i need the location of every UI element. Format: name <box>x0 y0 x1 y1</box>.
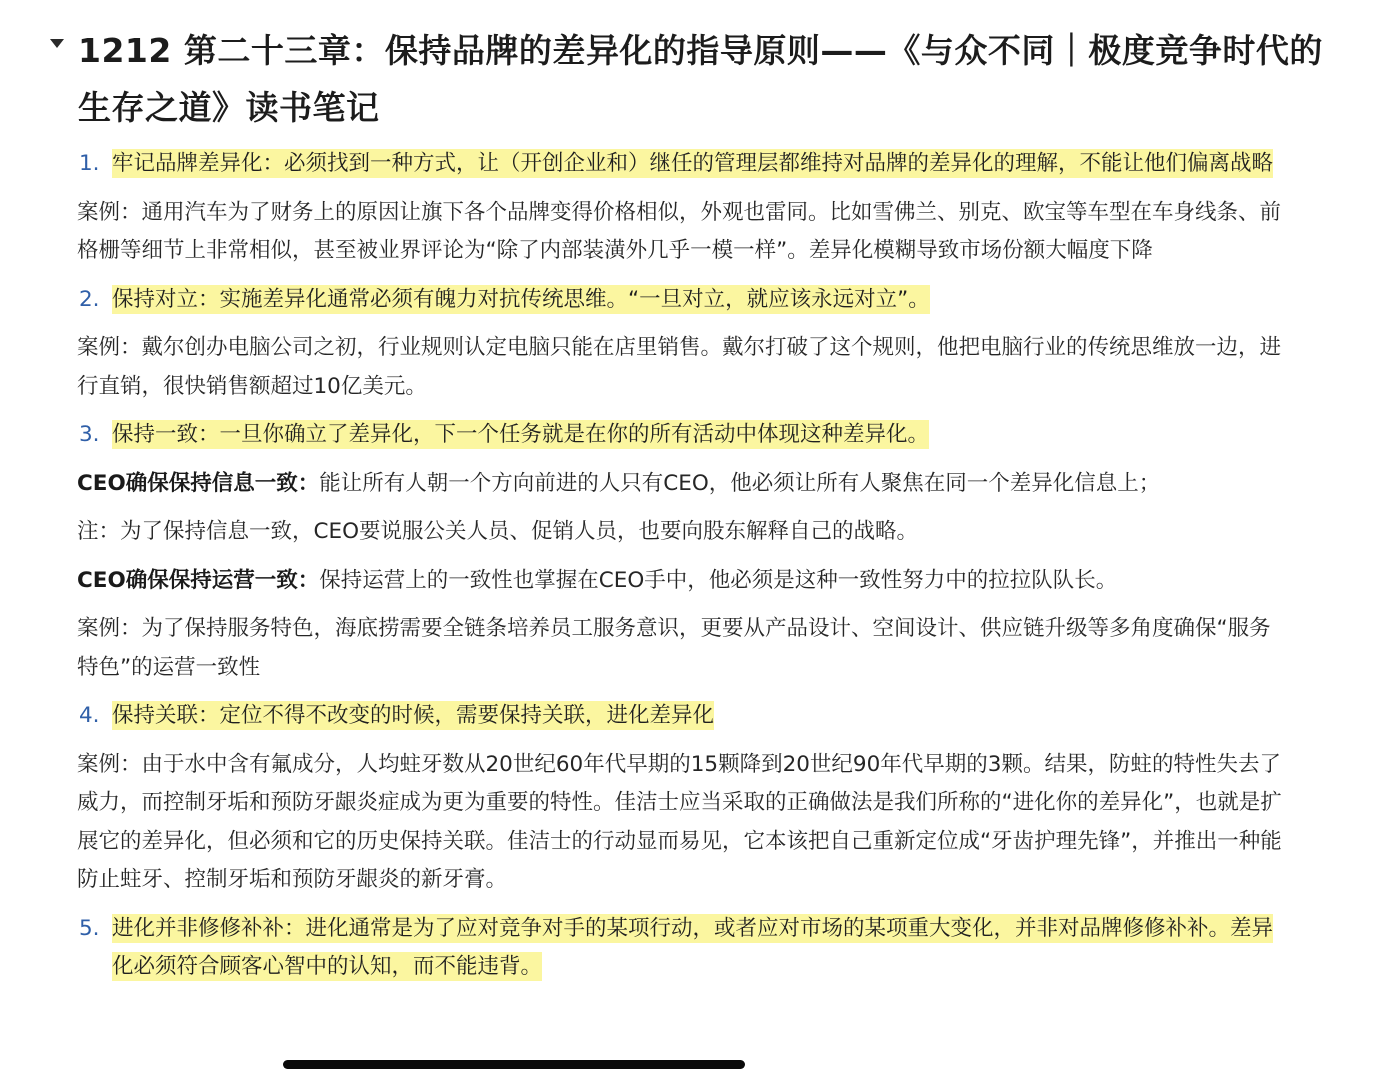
highlighted-text: 保持一致：一旦你确立了差异化，下一个任务就是在你的所有活动中体现这种差异化。 <box>112 422 930 447</box>
highlighted-text: 牢记品牌差异化：必须找到一种方式，让（开创企业和）继任的管理层都维持对品牌的差异化的理解，不能让他们偏离战略 <box>112 151 1274 176</box>
note-body <box>77 145 1292 997</box>
highlighted-text: 保持关联：定位不得不改变的时候，需要保持关联，进化差异化 <box>112 703 715 728</box>
list-item <box>77 416 1292 455</box>
list-number: 3. <box>79 422 100 447</box>
list-number: 1. <box>79 151 100 176</box>
list-number: 4. <box>79 703 100 728</box>
highlighted-text: 保持对立：实施差异化通常必须有魄力对抗传统思维。“一旦对立，就应该永远对立”。 <box>112 286 930 312</box>
ceo-ops-paragraph <box>77 562 1292 601</box>
bold-label: CEO确保保持运营一致： <box>77 567 320 593</box>
list-item <box>77 910 1292 987</box>
list-number: 2. <box>79 286 100 312</box>
case-paragraph: 案例：为了保持服务特色，海底捞需要全链条培养员工服务意识，更要从产品设计、空间设计、供应链升级等多角度确保“服务特色”的运营一致性 <box>77 616 1271 680</box>
page-title: 1212 第二十三章：保持品牌的差异化的指导原则——《与众不同｜极度竞争时代的生存之道》读书笔记 <box>78 31 1323 127</box>
toggle-heading <box>50 22 1340 136</box>
list-item <box>77 697 1292 736</box>
case-paragraph: 案例：戴尔创办电脑公司之初，行业规则认定电脑只能在店里销售。戴尔打破了这个规则，他把电脑行业的传统思维放一边，进行直销，很快销售额超过10亿美元。 <box>77 335 1282 399</box>
note-paragraph: 注：为了保持信息一致，CEO要说服公关人员、促销人员，也要向股东解释自己的战略。 <box>77 519 919 544</box>
ceo-info-paragraph <box>77 465 1292 504</box>
list-item <box>77 281 1292 320</box>
collapse-triangle-icon[interactable] <box>50 39 64 48</box>
case-paragraph: 案例：通用汽车为了财务上的原因让旗下各个品牌变得价格相似，外观也雷同。比如雪佛兰、别克、欧宝等车型在车身线条、前格栅等细节上非常相似，甚至被业界评论为“除了内部装潢外几乎一模一样”。差异化模糊导致市场份额大幅度下降 <box>77 199 1282 263</box>
home-indicator-bar[interactable] <box>283 1060 745 1069</box>
bold-label: CEO确保保持信息一致： <box>77 470 320 496</box>
list-number: 5. <box>79 915 100 941</box>
highlighted-text: 进化并非修修补补：进化通常是为了应对竞争对手的某项行动，或者应对市场的某项重大变化，并非对品牌修修补补。差异化必须符合顾客心智中的认知，而不能违背。 <box>112 915 1274 979</box>
case-paragraph: 案例：由于水中含有氟成分，人均蛀牙数从20世纪60年代早期的15颗降到20世纪90年代早期的3颗。结果，防蛀的特性失去了威力，而控制牙垢和预防牙龈炎症成为更为重要的特性。佳洁士应当采取的正确做法是我们所称的“进化你的差异化”，也就是扩展它的差异化，但必须和它的历史保持关联。佳洁士的行动显而易见，它本该把自己重新定位成“牙齿护理先锋”，并推出一种能防止蛀牙、控制牙垢和预防牙龈炎的新牙膏。 <box>77 751 1282 892</box>
list-item <box>77 145 1292 184</box>
paragraph-text: 保持运营上的一致性也掌握在CEO手中，他必须是这种一致性努力中的拉拉队队长。 <box>319 567 1118 593</box>
paragraph-text: 能让所有人朝一个方向前进的人只有CEO，他必须让所有人聚焦在同一个差异化信息上； <box>319 470 1161 496</box>
